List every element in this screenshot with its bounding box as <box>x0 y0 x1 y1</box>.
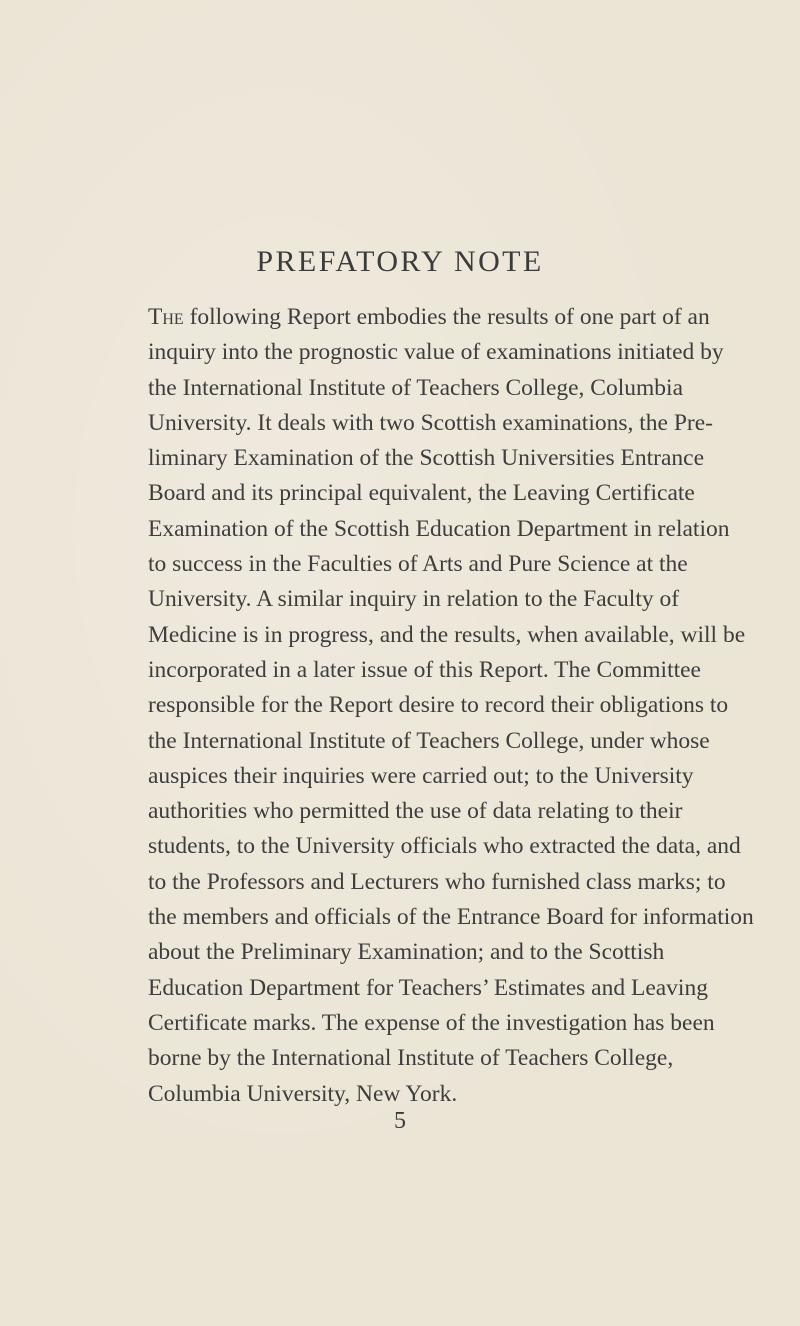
text-line: Certificate marks. The expense of the investigation has been <box>148 1009 715 1036</box>
text-line: to the Professors and Lecturers who furnished class marks; to <box>148 868 726 895</box>
text-line: responsible for the Report desire to record their obligations to <box>148 692 729 719</box>
text-line: Medicine is in progress, and the results, when available, will be <box>148 621 746 648</box>
page-number: 5 <box>394 1108 406 1134</box>
text-line: Columbia University, New York. <box>148 1080 458 1107</box>
text-line: incorporated in a later issue of this Report. The Committee <box>148 656 701 683</box>
text-line: to success in the Faculties of Arts and Pure Science at the <box>148 551 688 578</box>
text-line: Education Department for Teachers’ Estimates and Leaving <box>148 974 708 1001</box>
text-line: authorities who permitted the use of data relating to their <box>148 798 683 825</box>
text-line: University. A similar inquiry in relation to the Faculty of <box>148 586 680 613</box>
body-paragraph <box>148 300 754 1112</box>
text-line-content: following Report embodies the results of one part of an <box>183 304 710 330</box>
text-line: inquiry into the prognostic value of examinations initiated by <box>148 339 724 366</box>
text-line: the members and officials of the Entrance Board for information <box>148 904 754 931</box>
text-line: borne by the International Institute of Teachers College, <box>148 1045 674 1072</box>
text-line: Examination of the Scottish Education Department in relation <box>148 515 730 542</box>
text-line: students, to the University officials who extracted the data, and <box>148 833 741 860</box>
drop-word: The <box>148 304 184 330</box>
text-line: the International Institute of Teachers College, Columbia <box>148 374 684 401</box>
text-line: the International Institute of Teachers College, under whose <box>148 727 710 754</box>
text-line <box>148 300 710 335</box>
text-line: University. It deals with two Scottish examinations, the Pre- <box>148 409 713 436</box>
text-line: Board and its principal equivalent, the Leaving Certificate <box>148 480 695 507</box>
text-line: about the Preliminary Examination; and to the Scottish <box>148 939 665 966</box>
page-title: PREFATORY NOTE <box>256 245 544 278</box>
text-line: auspices their inquiries were carried out; to the University <box>148 762 694 789</box>
text-line: liminary Examination of the Scottish Universities Entrance <box>148 445 705 472</box>
